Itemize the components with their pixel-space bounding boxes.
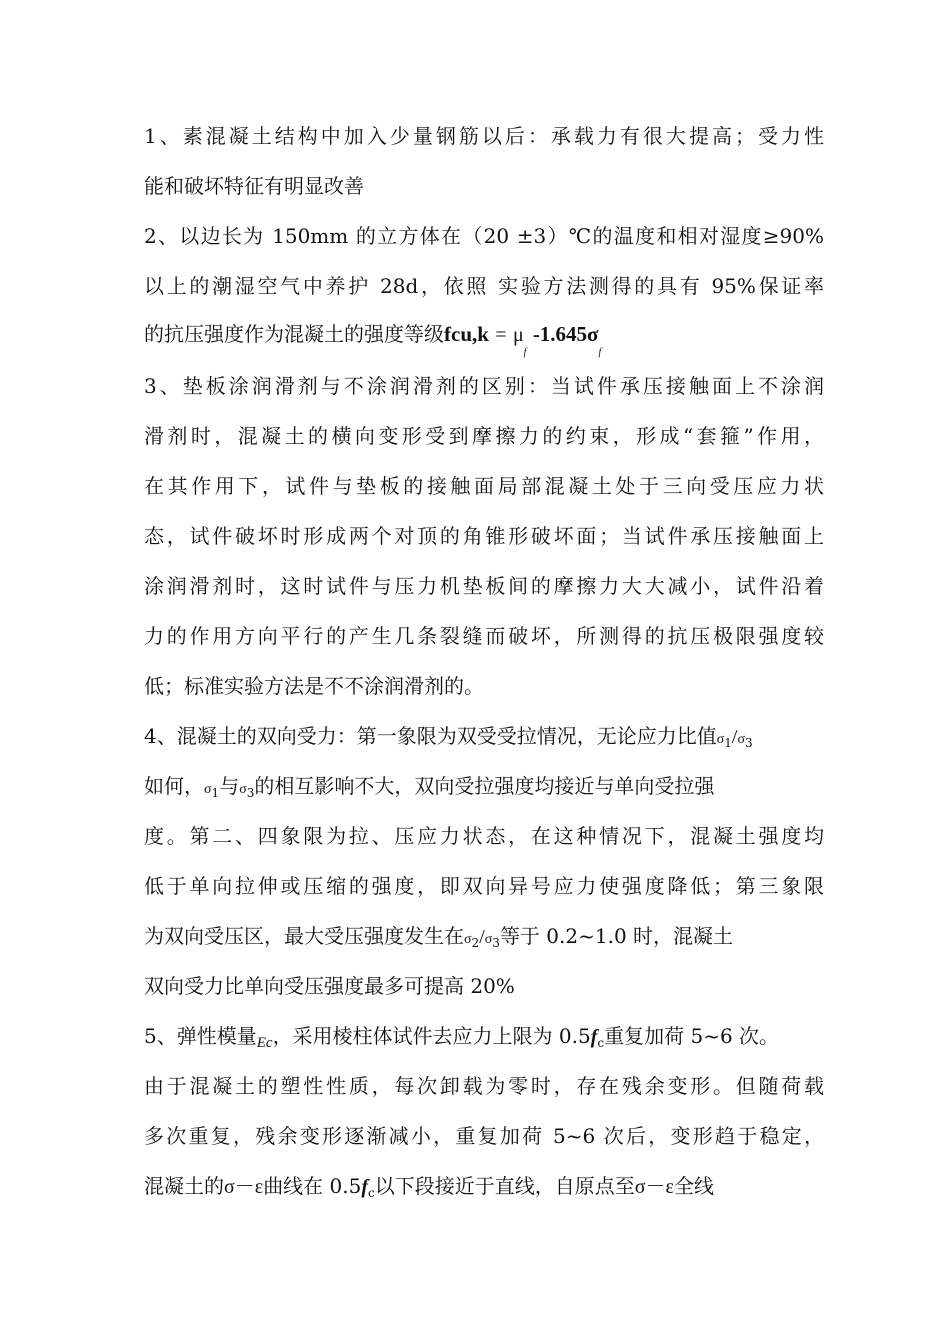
item4-line5-b: 等于 0.2~1.0 时，混凝土 <box>499 924 734 948</box>
sigma-symbol: σ <box>716 732 725 747</box>
item2-line3 <box>144 314 824 358</box>
formula-lhs: fcu,k <box>444 322 489 346</box>
item3-line7: 低；标准实验方法是不不涂润滑剂的。 <box>144 674 484 698</box>
item5-line2: 由于混凝土的塑性性质，每次卸载为零时，存在残余变形。但随荷载 <box>144 1074 824 1098</box>
formula-mu: μ <box>512 324 524 346</box>
item4-line1-text: 4、混凝土的双向受力：第一象限为双受受拉情况，无论应力比值 <box>144 724 717 748</box>
sigma-sub: 1 <box>724 736 732 750</box>
item5-line1-b: ，采用棱柱体试件去应力上限为 0.5 <box>272 1024 591 1048</box>
sigma-symbol: σ <box>239 782 247 797</box>
item5-line4-d: 全线 <box>673 1174 714 1198</box>
item3-line2: 滑剂时，混凝土的横向变形受到摩擦力的约束，形成“套箍”作用， <box>144 424 824 448</box>
sigma-sub: 3 <box>492 936 500 950</box>
item4-line3: 度。第二、四象限为拉、压应力状态，在这种情况下，混凝土强度均 <box>144 824 824 848</box>
ratio-slash: / <box>479 926 485 948</box>
sigma-sub: 1 <box>211 786 220 800</box>
item3-line1: 3、垫板涂润滑剂与不涂润滑剂的区别：当试件承压接触面上不涂润 <box>144 374 824 398</box>
item1-line2: 能和破坏特征有明显改善 <box>144 174 364 198</box>
item4-line4: 低于单向拉伸或压缩的强度，即双向异号应力使强度降低；第三象限 <box>144 874 824 898</box>
ec-symbol: Ec <box>256 1035 273 1051</box>
item4-line6: 双向受力比单向受压强度最多可提高 20% <box>144 974 515 998</box>
item5-line1-a: 5、弹性模量 <box>144 1024 257 1048</box>
sigma-symbol: σ <box>737 732 746 747</box>
item5-line3: 多次重复，残余变形逐渐减小，重复加荷 5~6 次后，变形趋于稳定， <box>144 1124 824 1148</box>
fc-sub: c <box>368 1186 375 1200</box>
item3-line5: 涂润滑剂时，这时试件与压力机垫板间的摩擦力大大减小，试件沿着 <box>144 574 824 598</box>
item5-line4 <box>144 1166 824 1206</box>
item4-line5 <box>144 916 824 956</box>
formula-equals: = <box>495 324 507 346</box>
ratio-slash: / <box>731 726 738 748</box>
item3-line3: 在其作用下，试件与垫板的接触面局部混凝土处于三向受压应力状 <box>144 474 824 498</box>
fc-f: f <box>590 1026 598 1048</box>
item1-line1: 1、素混凝土结构中加入少量钢筋以后：承载力有很大提高；受力性 <box>144 124 824 148</box>
item2-line3-text: 的抗压强度作为混凝土的强度等级 <box>144 322 444 346</box>
sigma-symbol: σ <box>484 932 493 947</box>
item4-line1 <box>144 716 824 756</box>
item4-line5-a: 为双向受压区，最大受压强度发生在 <box>144 924 464 948</box>
item4-line2 <box>144 766 824 806</box>
sigma-symbol: σ <box>464 932 472 947</box>
item5-line1 <box>144 1016 824 1056</box>
sigma-epsilon: σ－ε <box>634 1176 674 1198</box>
item4-line2-a: 如何， <box>144 774 204 798</box>
sigma-sub: 3 <box>745 736 753 750</box>
item5-line4-b: 曲线在 0.5 <box>263 1174 362 1198</box>
formula-sub-f1: f <box>523 347 527 358</box>
item2-line1: 2、以边长为 150mm 的立方体在（20 ±3）℃的温度和相对湿度≥90% <box>144 224 824 248</box>
sigma-sub: 2 <box>471 936 480 950</box>
sigma-sub: 3 <box>246 786 255 800</box>
item3-line6: 力的作用方向平行的产生几条裂缝而破坏，所测得的抗压极限强度较 <box>144 624 824 648</box>
item5-line4-c: 以下段接近于直线，自原点至 <box>374 1174 635 1198</box>
formula-sub-f2: f <box>598 347 602 358</box>
item4-line2-c: 的相互影响不大，双向受拉强度均接近与单向受拉强 <box>254 774 715 798</box>
fc-f: f <box>361 1176 369 1198</box>
item3-line4: 态，试件破坏时形成两个对顶的角锥形破坏面；当试件承压接触面上 <box>144 524 824 548</box>
sigma-epsilon: σ－ε <box>224 1176 264 1198</box>
item2-line2: 以上的潮湿空气中养护 28d，依照 实验方法测得的具有 95%保证率 <box>144 274 824 298</box>
sigma-symbol: σ <box>204 782 212 797</box>
item5-line1-c: 重复加荷 5~6 次。 <box>604 1024 780 1048</box>
item5-line4-a: 混凝土的 <box>144 1174 224 1198</box>
formula-coefficient: -1.645σ <box>532 322 599 346</box>
fc-sub: c <box>597 1036 605 1050</box>
item4-line2-b: 与 <box>219 774 240 798</box>
